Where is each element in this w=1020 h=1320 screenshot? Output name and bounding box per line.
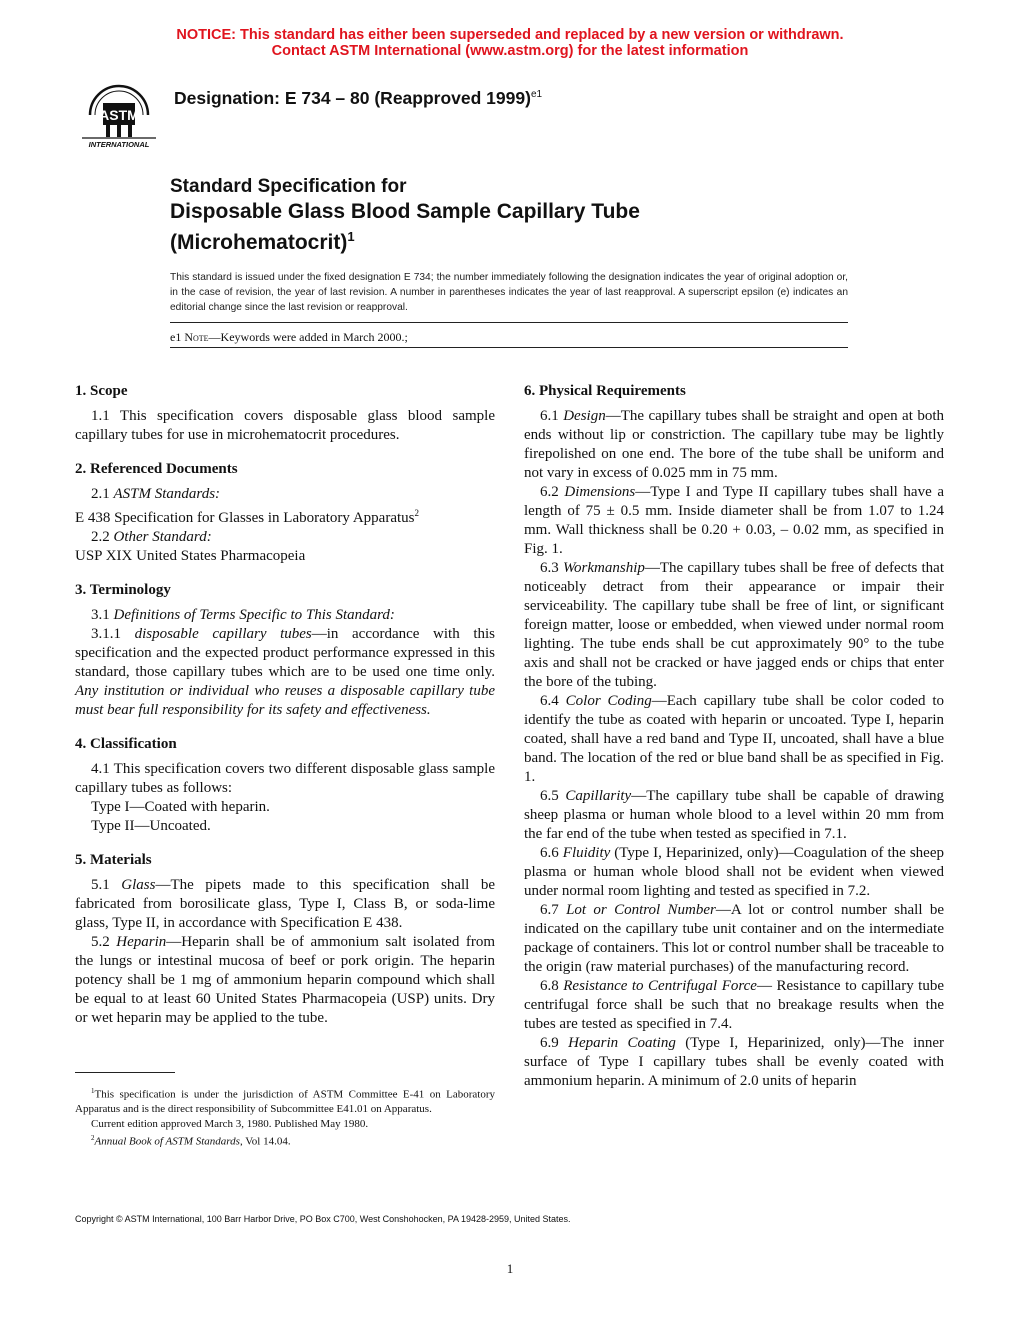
num-6-1: 6.1 [540, 408, 559, 424]
paragraph-6-9 [524, 1034, 944, 1091]
num-5-2: 5.2 [91, 934, 110, 950]
title-2-2: Other Standard: [113, 529, 212, 545]
term-6-5: Capillarity [565, 788, 632, 804]
text-3-1-1: —in accordance with this specification and the expected product performance expressed in this standard, those capillary tubes which are to be used one time only. [75, 626, 495, 680]
logo-label: INTERNATIONAL [88, 140, 150, 149]
footnote-1-text: This specification is under the jurisdiction of ASTM Committee E-41 on Laboratory Apparatus and is the direct responsibility of Subcommittee E41.01 on Apparatus. [75, 1088, 495, 1116]
paragraph-6-1 [524, 407, 944, 483]
title-line-2: Disposable Glass Blood Sample Capillary Tube [170, 200, 640, 223]
footnote-1-mark: 1 [91, 1087, 95, 1095]
title-line-3-text: (Microhematocrit) [170, 231, 348, 254]
editorial-note [170, 330, 408, 345]
page-number: 1 [506, 1261, 514, 1276]
num-2-1: 2.1 [91, 486, 110, 502]
designation-text: Designation: E 734 – 80 (Reapproved 1999) [174, 88, 531, 108]
text-6-2: —Type I and Type II capillary tubes shall have a length of 75 ± 0.5 mm. Inside diameter shall be from 1.07 to 1.24 mm. Wall thickness shall be 0.20 + 0.03, – 0.02 mm, as specified in Fig. 1. [524, 484, 944, 557]
paragraph-6-7 [524, 901, 944, 977]
left-column [75, 382, 495, 1028]
ref-e438-footnote: 2 [414, 508, 419, 518]
text-6-7: —A lot or control number shall be indicated on the capillary tube unit container and on the intermediate package of containers. This lot or control number shall be traceable to the origin (raw material purchases) of the manufacturing record. [524, 902, 944, 975]
footnote-1-edition: Current edition approved March 3, 1980. Published May 1980. [91, 1117, 369, 1130]
astm-logo-mark [78, 75, 160, 149]
title-2-1: ASTM Standards: [113, 486, 221, 502]
num-5-1: 5.1 [91, 877, 110, 893]
copyright-line: Copyright © ASTM International, 100 Barr Harbor Drive, PO Box C700, West Conshohocken, PA 19428-2959, United States. [75, 1214, 571, 1224]
designation-epsilon: e1 [530, 89, 543, 101]
num-6-3: 6.3 [540, 560, 559, 576]
footnote-1 [75, 1084, 495, 1117]
text-6-9: (Type I, Heparinized, only)—The inner surface of Type I capillary tubes shall be evenly coated with ammonium heparin. A minimum of 2.0 units of heparin [524, 1035, 944, 1089]
title-3-1: Definitions of Terms Specific to This Standard: [113, 607, 395, 623]
notice-line-2: Contact ASTM International (www.astm.org) for the latest information [271, 43, 749, 59]
num-3-1: 3.1 [91, 607, 110, 623]
text-6-5: —The capillary tube shall be capable of drawing sheep plasma or human whole blood to a level within 20 mm from the far end of the tube when tested as specified in 7.1. [524, 788, 944, 842]
rule-top [170, 322, 848, 323]
ref-e438-text: E 438 Specification for Glasses in Laboratory Apparatus [75, 510, 415, 526]
num-6-5: 6.5 [540, 788, 559, 804]
text-6-8: — Resistance to capillary tube centrifugal force shall be such that no breakage results when the tubes are tested as specified in 7.4. [524, 978, 945, 1032]
num-6-6: 6.6 [540, 845, 559, 861]
paragraph-3-1 [75, 606, 495, 625]
term-6-8: Resistance to Centrifugal Force [563, 978, 757, 994]
num-6-4: 6.4 [540, 693, 559, 709]
type-1-item: Type I—Coated with heparin. [91, 799, 270, 815]
paragraph-1-1: 1.1 This specification covers disposable glass blood sample capillary tubes for use in microhematocrit procedures. [75, 408, 495, 443]
paragraph-6-8 [524, 977, 944, 1034]
document-title [170, 175, 640, 255]
term-5-1: Glass [121, 877, 156, 893]
num-2-2: 2.2 [91, 529, 110, 545]
title-line-1: Standard Specification for [170, 176, 407, 197]
text-6-3: —The capillary tubes shall be free of defects that noticeably detract from their appearance or impair their serviceability. The capillary tube shall be free of lint, or significant foreign matter, loose or embedded, when viewed under normal room lighting. The tube ends shall be cut approximately 90° to the tube axis and shall not be cracked or have jagged ends or chips that enter the bore of the tubing. [524, 560, 945, 690]
section-heading-referenced-documents: 2. Referenced Documents [75, 461, 238, 477]
paragraph-6-6 [524, 844, 944, 901]
num-6-8: 6.8 [540, 978, 559, 994]
paragraph-6-2 [524, 483, 944, 559]
paragraph-6-4 [524, 692, 944, 787]
rule-bottom [170, 347, 848, 348]
term-6-6: Fluidity [562, 845, 611, 861]
section-heading-physical-requirements: 6. Physical Requirements [524, 383, 686, 399]
term-6-7: Lot or Control Number [566, 902, 716, 918]
footnote-2 [75, 1131, 495, 1149]
withdrawal-notice [0, 27, 1020, 59]
text-6-4: —Each capillary tube shall be color coded to identify the tube as coated with heparin or uncoated. Type I, heparin coated, shall have a red band and Type II, uncoated, shall have a blue band. The location of the red or blue band shall be as specified in Fig. 1. [524, 693, 944, 785]
designation [174, 88, 542, 109]
footnotes [75, 1084, 495, 1149]
paragraph-5-2 [75, 933, 495, 1028]
title-line-3 [170, 224, 640, 255]
section-heading-classification: 4. Classification [75, 736, 177, 752]
section-heading-terminology: 3. Terminology [75, 582, 171, 598]
astm-logo [78, 75, 160, 149]
term-5-2: Heparin [116, 934, 167, 950]
term-6-3: Workmanship [562, 560, 645, 576]
section-heading-scope: 1. Scope [75, 383, 128, 399]
section-heading-materials: 5. Materials [75, 852, 152, 868]
num-6-7: 6.7 [540, 902, 559, 918]
footnote-2-book: Annual Book of ASTM Standards [94, 1135, 240, 1148]
term-6-4: Color Coding [565, 693, 652, 709]
text-6-6: (Type I, Heparinized, only)—Coagulation of the sheep plasma or human whole blood shall not be evident when viewed under normal room lighting and tested as specified in 7.2. [524, 845, 945, 899]
issuance-statement: This standard is issued under the fixed designation E 734; the number immediately following the designation indicates the year of original adoption or, in the case of revision, the year of last revision. A number in parentheses indicates the year of last reapproval. A superscript epsilon (e) indicates an editorial change since the last revision or reapproval. [170, 272, 848, 313]
title-footnote-ref: 1 [347, 229, 355, 244]
paragraph-2-1 [75, 485, 495, 504]
paragraph-6-3 [524, 559, 944, 692]
type-2-item: Type II—Uncoated. [91, 818, 211, 834]
paragraph-2-2 [75, 528, 495, 547]
editorial-mark: e1 [170, 330, 182, 344]
footnote-2-mark: 2 [91, 1134, 95, 1143]
term-6-1: Design [563, 408, 606, 424]
num-3-1-1: 3.1.1 [91, 626, 121, 642]
term-3-1-1: disposable capillary tubes [134, 626, 312, 642]
logo-letters: ASTM [99, 107, 139, 123]
paragraph-6-5 [524, 787, 944, 844]
editorial-label: Note [184, 330, 209, 344]
reference-e438 [75, 504, 495, 528]
notice-line-1: NOTICE: This standard has either been superseded and replaced by a new version or withdrawn. [176, 27, 844, 43]
num-6-9: 6.9 [540, 1035, 559, 1051]
paragraph-3-1-1 [75, 625, 495, 720]
reference-usp: USP XIX United States Pharmacopeia [75, 548, 306, 564]
term-6-2: Dimensions [564, 484, 636, 500]
term-6-9: Heparin Coating [568, 1035, 676, 1051]
editorial-text: —Keywords were added in March 2000.; [208, 330, 408, 344]
text-6-1: —The capillary tubes shall be straight and open at both ends without lip or constriction. The capillary tube may be lightly firepolished on one end. The bore of the tube shall be uniform and not vary in excess of 0.025 mm in 75 mm. [524, 408, 944, 481]
text-5-2: —Heparin shall be of ammonium salt isolated from the lungs or intestinal mucosa of beef or pork origin. The heparin potency shall be 1 mg of ammonium heparin compound which shall be equal to at least 60 United States Pharmacopeia (USP) units. Dry or wet heparin may be applied to the tube. [75, 934, 496, 1026]
paragraph-4-1: 4.1 This specification covers two different disposable glass sample capillary tubes as follows: [75, 761, 495, 796]
footnote-2-volume: , Vol 14.04. [239, 1135, 291, 1148]
caution-3-1-1: Any institution or individual who reuses a disposable capillary tube must bear full responsibility for its safety and effectiveness. [75, 683, 495, 718]
paragraph-5-1 [75, 876, 495, 933]
num-6-2: 6.2 [540, 484, 559, 500]
right-column [524, 382, 944, 1091]
text-5-1: —The pipets made to this specification shall be fabricated from borosilicate glass, Type I, Class B, or soda-lime glass, Type II, in accordance with Specification E 438. [75, 877, 495, 931]
footnote-rule [75, 1072, 175, 1073]
